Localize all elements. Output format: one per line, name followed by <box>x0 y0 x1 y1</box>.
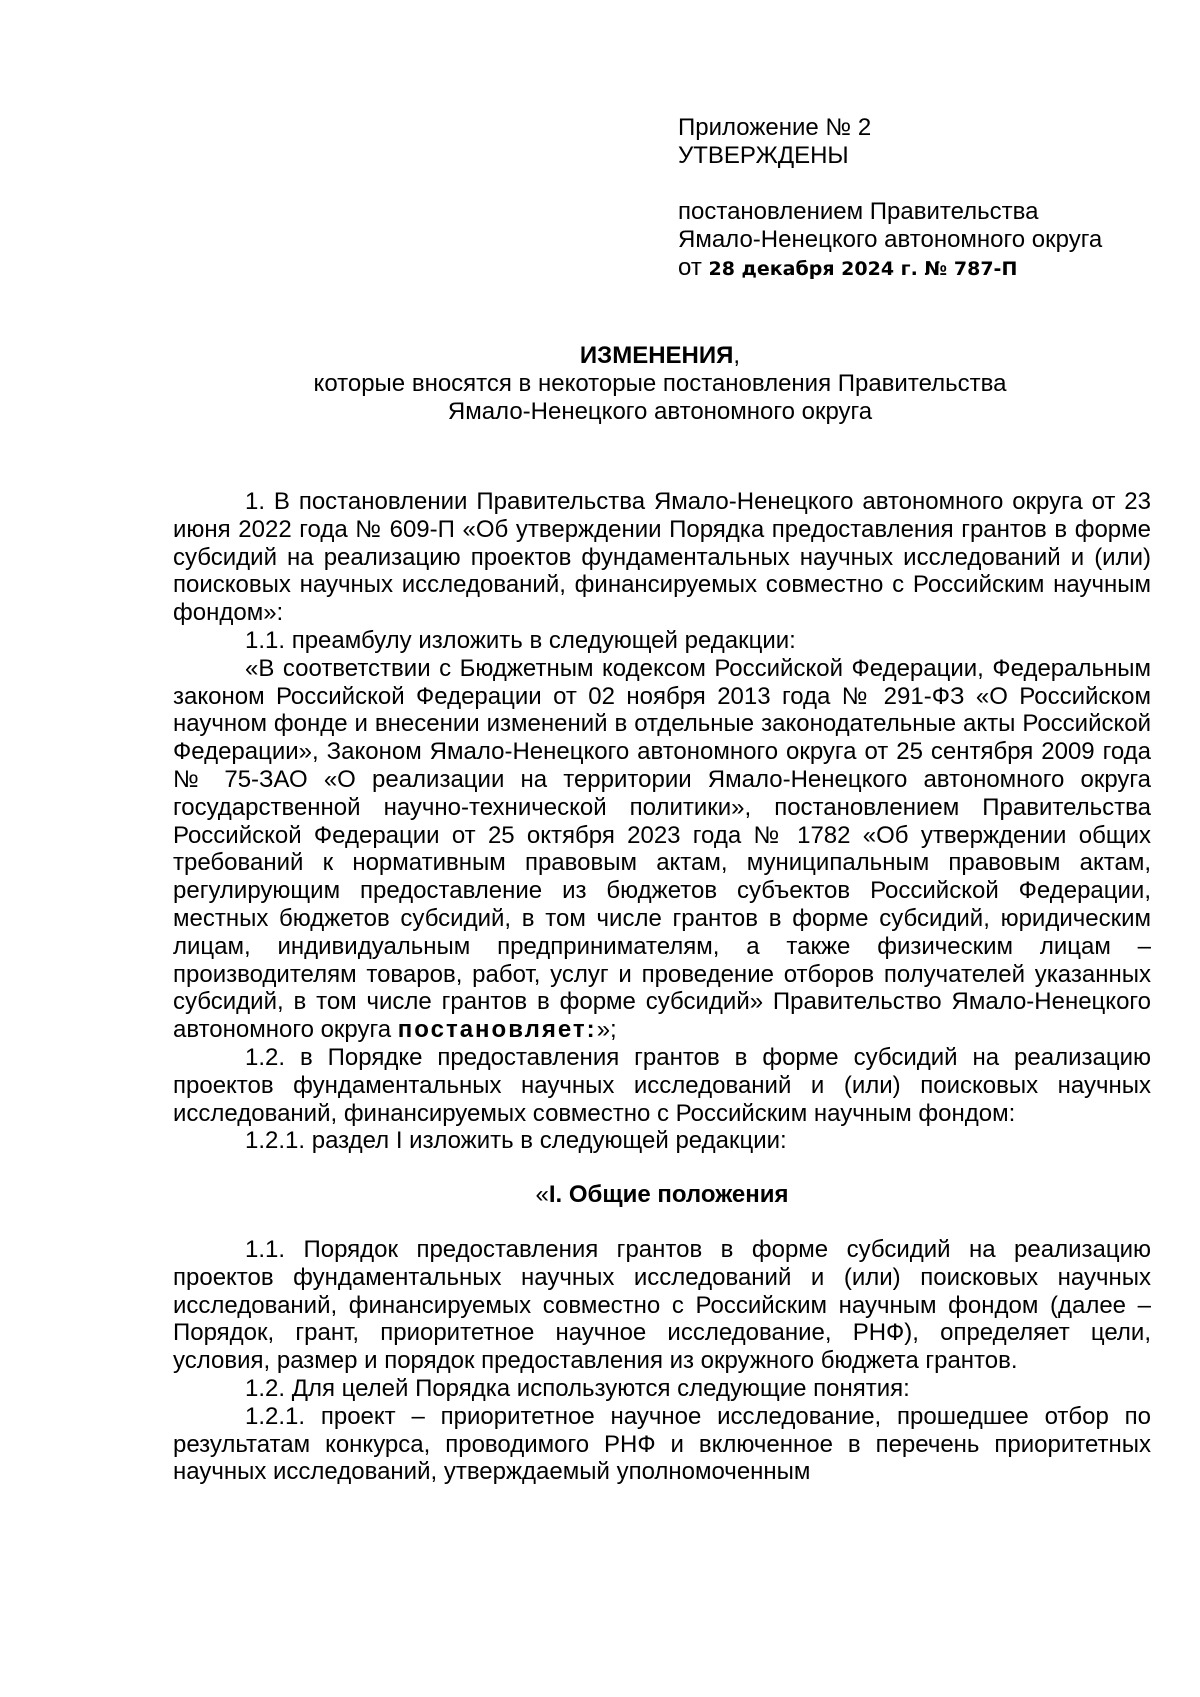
paragraph-1-2-1: 1.2.1. раздел I изложить в следующей редакции: <box>245 1127 787 1155</box>
preamble-end: »; <box>596 1016 617 1044</box>
section-heading-quote: « <box>535 1181 549 1209</box>
paragraph-section-1-2: 1.2. Для целей Порядка используются следующие понятия: <box>245 1374 910 1402</box>
paragraph-preamble <box>173 655 1151 1044</box>
approval-stamp <box>678 114 1158 283</box>
title-line <box>170 342 1150 370</box>
spacer <box>678 170 1158 198</box>
approval-date-line <box>678 254 1158 283</box>
date-prefix: от <box>678 254 702 281</box>
section-heading-text: I. Общие положения <box>548 1181 789 1209</box>
paragraph-1: 1. В постановлении Правительства Ямало-Ненецкого автономного округа от 23 июня 2022 года № 609-П «Об утверждении Порядка предоставления грантов в форме субсидий на реализацию проектов фундаментальных научных исследований и (или) поисковых научных исследований, финансируемых совместно с Российским научным фондом»: <box>173 488 1151 627</box>
document-subtitle-line1: которые вносятся в некоторые постановления Правительства <box>313 370 1007 397</box>
document-body <box>173 488 1151 1486</box>
paragraph-1-2: 1.2. в Порядке предоставления грантов в форме субсидий на реализацию проектов фундаментальных научных исследований и (или) поисковых научных исследований, финансируемых совместно с Российским научным фондом: <box>173 1043 1151 1127</box>
title-comma: , <box>733 342 741 369</box>
section-heading <box>173 1155 1151 1236</box>
preamble-text: «В соответствии с Бюджетным кодексом Российской Федерации, Федеральным законом Российской Федерации от 02 ноября 2013 года № 291-ФЗ «О Российском научном фонде и внесении изменений в отдельные законодательные акты Российской Федерации», Законом Ямало-Ненецкого автономного округа от 25 сентября 2009 года № 75-ЗАО «О реализации на территории Ямало-Ненецкого автономного округа государственной научно-технической политики», постановлением Правительства Российской Федерации от 25 октября 2023 года № 1782 «Об утверждении общих требований к нормативным правовым актам, муниципальным правовым актам, регулирующим предоставление из бюджетов субъектов Российской Федерации, местных бюджетов субсидий, в том числе грантов в форме субсидий, юридическим лицам, индивидуальным предпринимателям, а также физическим лицам – производителям товаров, работ, услуг и проведение отборов получателей указанных субсидий, в том числе грантов в форме субсидий» Правительство Ямало-Ненецкого автономного округа <box>173 654 1151 1044</box>
appendix-number: Приложение № 2 <box>678 114 872 141</box>
preamble-decree-word: постановляет: <box>397 1016 597 1044</box>
paragraph-section-1-1: 1.1. Порядок предоставления грантов в форме субсидий на реализацию проектов фундаментальных научных исследований и (или) поисковых научных исследований, финансируемых совместно с Российским научным фондом (далее – Порядок, грант, приоритетное научное исследование, РНФ), определяет цели, условия, размер и порядок предоставления из окружного бюджета грантов. <box>173 1235 1151 1375</box>
document-subtitle-line2: Ямало-Ненецкого автономного округа <box>447 398 873 425</box>
approval-line-region: Ямало-Ненецкого автономного округа <box>678 226 1103 253</box>
document-title: ИЗМЕНЕНИЯ <box>579 342 734 369</box>
approved-label: УТВЕРЖДЕНЫ <box>678 142 849 169</box>
paragraph-section-1-2-1: 1.2.1. проект – приоритетное научное исследование, прошедшее отбор по результатам конкурса, проводимого РНФ и включенное в перечень приоритетных научных исследований, утверждаемый уполномоченным <box>173 1402 1151 1486</box>
paragraph-1-1: 1.1. преамбулу изложить в следующей редакции: <box>245 626 796 654</box>
date-value: 28 декабря 2024 г. № 787-П <box>708 258 1018 280</box>
approval-line-resolution: постановлением Правительства <box>678 198 1039 225</box>
document-title-block <box>170 342 1150 426</box>
